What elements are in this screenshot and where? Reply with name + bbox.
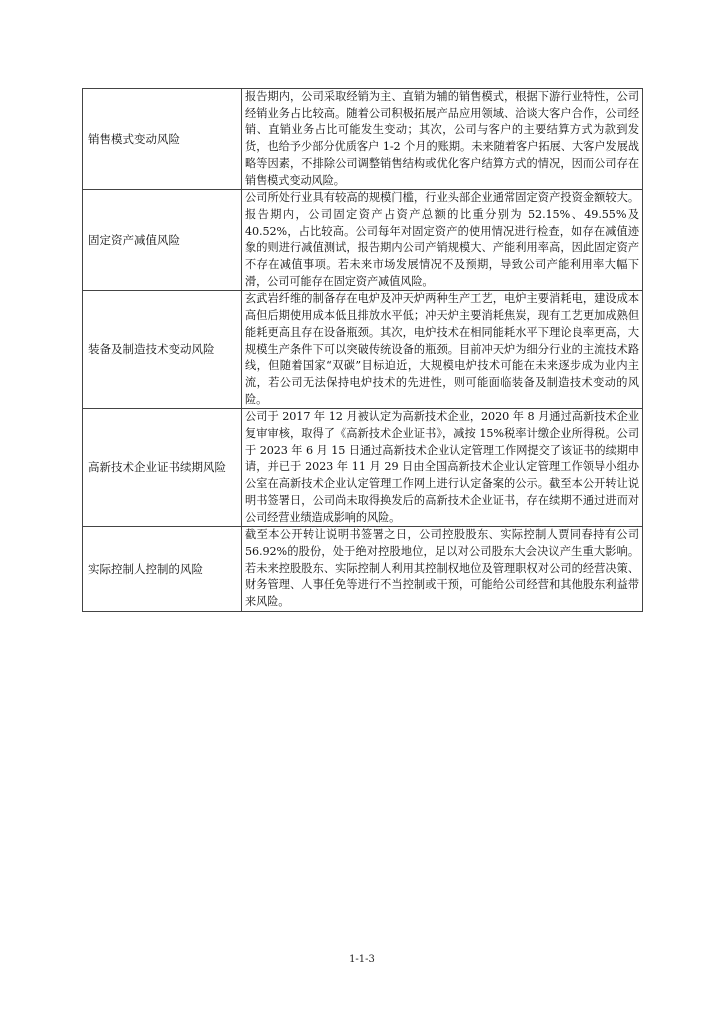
table-row [83,190,643,291]
risk-description: 报告期内，公司采取经销为主、直销为辅的销售模式，根据下游行业特性，公司经销业务占比较高。随着公司积极拓展产品应用领域、洽谈大客户合作，公司经销、直销业务占比可能发生变动；其次，公司与客户的主要结算方式为款到发货，也给予少部分优质客户 1-2 个月的账期。未来随着客户拓展、大客户发展战略等因素，不排除公司调整销售结构或优化客户结算方式的情况，因而公司存在销售模式变动风险。 [242,89,643,190]
risk-name: 实际控制人控制的风险 [83,527,242,612]
table-row [83,291,643,409]
risk-description: 公司于 2017 年 12 月被认定为高新技术企业，2020 年 8 月通过高新技术企业复审审核，取得了《高新技术企业证书》，减按 15%税率计缴企业所得税。公司于 2023 年 6 月 15 日通过高新技术企业认定管理工作网提交了该证书的续期申请，并已于 2023 年 11 月 29 日由全国高新技术企业认定管理工作领导小组办公室在高新技术企业认定管理工作网上进行认定备案的公示。截至本公开转让说明书签署日，公司尚未取得换发后的高新技术企业证书，存在续期不通过进而对公司经营业绩造成影响的风险。 [242,409,643,527]
risk-name: 装备及制造技术变动风险 [83,291,242,409]
risk-description: 截至本公开转让说明书签署之日，公司控股股东、实际控制人贾同春持有公司 56.92%的股份，处于绝对控股地位，足以对公司股东大会决议产生重大影响。若未来控股股东、实际控制人利用其控制权地位及管理职权对公司的经营决策、财务管理、人事任免等进行不当控制或干预，可能给公司经营和其他股东利益带来风险。 [242,527,643,612]
risk-name: 固定资产减值风险 [83,190,242,291]
risk-table [82,88,643,612]
page-number: 1-1-3 [349,954,375,965]
risk-name: 销售模式变动风险 [83,89,242,190]
risk-description: 玄武岩纤维的制备存在电炉及冲天炉两种生产工艺，电炉主要消耗电，建设成本高但后期使用成本低且排放水平低；冲天炉主要消耗焦炭，现有工艺更加成熟但能耗更高且存在设备瓶颈。其次，电炉技术在相同能耗水平下理论良率更高，大规模生产条件下可以突破传统设备的瓶颈。目前冲天炉为细分行业的主流技术路线，但随着国家“双碳”目标迫近，大规模电炉技术可能在未来逐步成为业内主流，若公司无法保持电炉技术的先进性，则可能面临装备及制造技术变动的风险。 [242,291,643,409]
table-row [83,89,643,190]
table-row [83,527,643,612]
risk-description: 公司所处行业具有较高的规模门槛，行业头部企业通常固定资产投资金额较大。报告期内，公司固定资产占资产总额的比重分别为 52.15%、49.55%及 40.52%，占比较高。公司每年对固定资产的使用情况进行检查，如存在减值迹象的则进行减值测试，报告期内公司产销规模大、产能利用率高，因此固定资产不存在减值事项。若未来市场发展情况不及预期，导致公司产能利用率大幅下滑，公司可能存在固定资产减值风险。 [242,190,643,291]
risk-name: 高新技术企业证书续期风险 [83,409,242,527]
table-row [83,409,643,527]
